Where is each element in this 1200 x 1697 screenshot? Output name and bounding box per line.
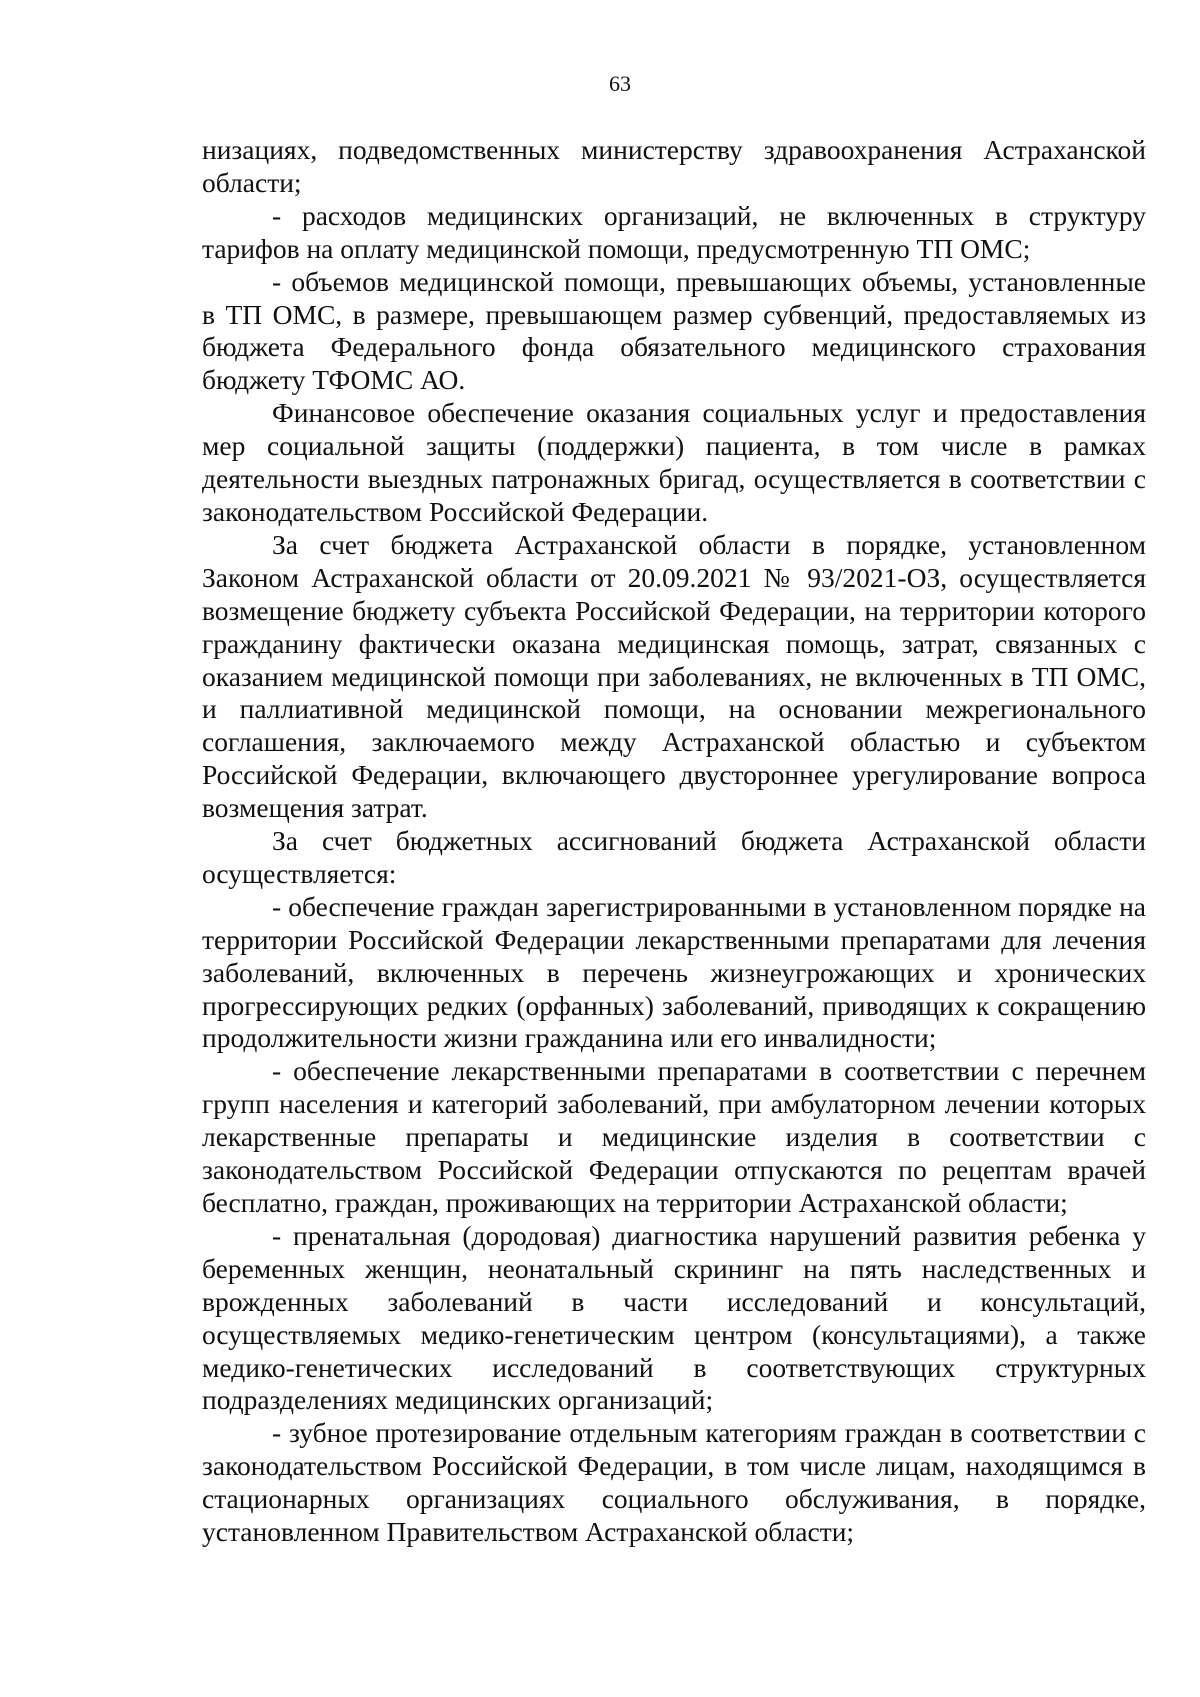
list-item-excess-volumes: - объемов медицинской помощи, превышающих объемы, установленные в ТП ОМС, в размере, превышающем размер субвенций, предоставляемых из бюджета Федерального фонда обязательного медицинского страхования бюджету ТФОМС АО. — [202, 265, 1146, 396]
list-item-dental-prosthetics: - зубное протезирование отдельным категориям граждан в соответствии с законодательством Российской Федерации, в том числе лицам, находящимся в стационарных организациях социального обслуживания, в порядке, установленном Правительством Астраханской области; — [202, 1417, 1146, 1548]
paragraph-social-services-financing: Финансовое обеспечение оказания социальных услуг и предоставления мер социальной защиты (поддержки) пациента, в том числе в рамках деятельности выездных патронажных бригад, осуществляется в соответствии с законодательством Российской Федерации. — [202, 397, 1146, 527]
list-item-free-prescriptions: - обеспечение лекарственными препаратами в соответствии с перечнем групп населения и категорий заболеваний, при амбулаторном лечении которых лекарственные препараты и медицинские изделия в соответствии с законодательством Российской Федерации отпускаются по рецептам врачей бесплатно, граждан, проживающих на территории Астраханской области; — [202, 1055, 1146, 1218]
paragraph-continuation: низациях, подведомственных министерству здравоохранения Астраханской области; — [202, 134, 1146, 198]
list-item-orphan-diseases-drugs: - обеспечение граждан зарегистрированными в установленном порядке на территории Российской Федерации лекарственными препаратами для лечения заболеваний, включенных в перечень жизнеугрожающих и хронических прогрессирующих редких (орфанных) заболеваний, приводящих к сокращению продолжительности жизни гражданина или его инвалидности; — [202, 890, 1146, 1054]
paragraph-budget-allocations: За счет бюджетных ассигнований бюджета Астраханской области осуществляется: — [202, 825, 1146, 889]
list-item-medical-org-expenses: - расходов медицинских организаций, не включенных в структуру тарифов на оплату медицинской помощи, предусмотренную ТП ОМС; — [202, 199, 1146, 264]
document-body — [202, 134, 1146, 1549]
list-item-prenatal-diagnostics: - пренатальная (дородовая) диагностика нарушений развития ребенка у беременных женщин, неонатальный скрининг на пять наследственных и врожденных заболеваний в части исследований и консультаций, осуществляемых медико-генетическим центром (консультациями), а также медико-генетических исследований в соответствующих структурных подразделениях медицинских организаций; — [202, 1219, 1146, 1416]
page-number: 63 — [609, 71, 631, 96]
paragraph-budget-reimbursement: За счет бюджета Астраханской области в порядке, установленном Законом Астраханской области от 20.09.2021 № 93/2021-ОЗ, осуществляется возмещение бюджету субъекта Российской Федерации, на территории которого гражданину фактически оказана медицинская помощь, затрат, связанных с оказанием медицинской помощи при заболеваниях, не включенных в ТП ОМС, и паллиативной медицинской помощи, на основании межрегионального соглашения, заключаемого между Астраханской областью и субъектом Российской Федерации, включающего двустороннее урегулирование вопроса возмещения затрат. — [202, 528, 1146, 824]
